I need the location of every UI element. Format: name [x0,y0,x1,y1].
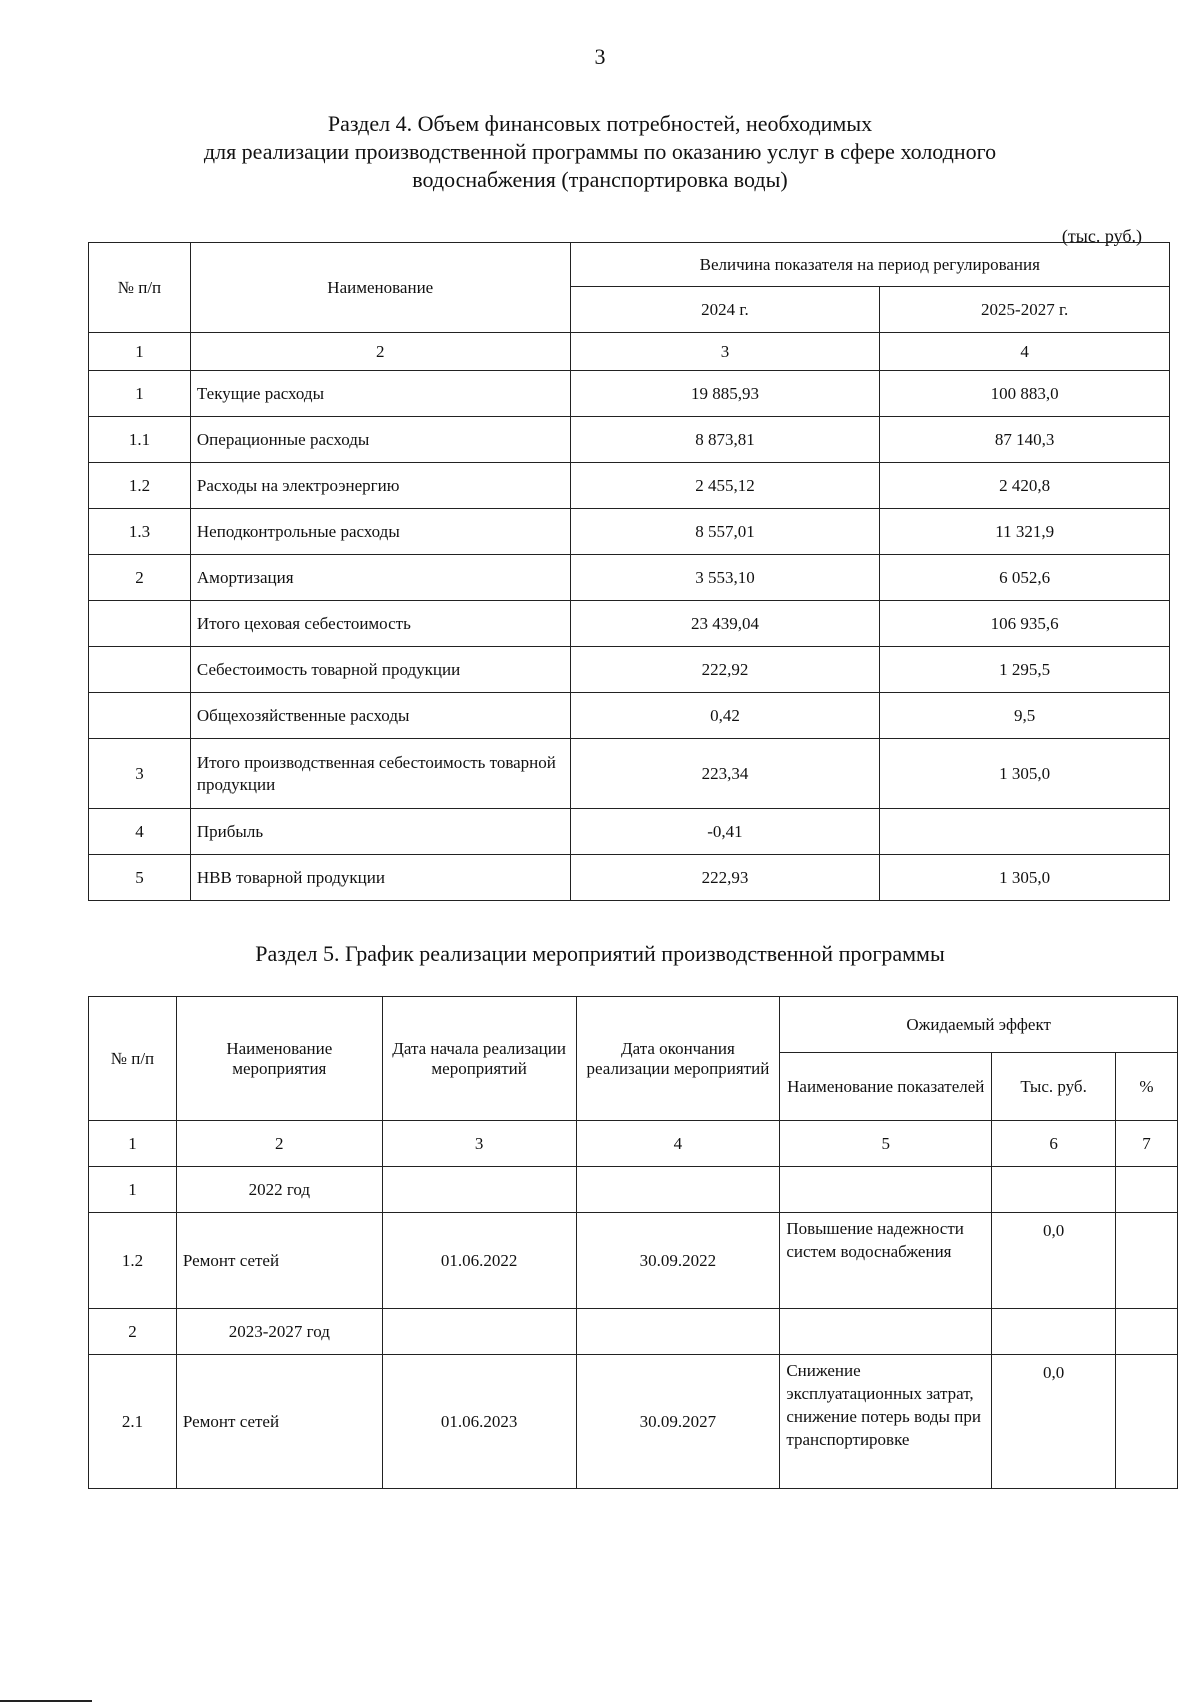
table-row [89,555,1170,601]
row-value-2024: 222,92 [570,647,880,693]
row-pct [1116,1213,1178,1309]
row-name: Текущие расходы [190,371,570,417]
row-num: 5 [89,855,191,901]
row-indicator [780,1167,992,1213]
header-pct: % [1116,1053,1178,1121]
row-start-date [382,1309,576,1355]
row-indicator: Повышение надежности систем водоснабжения [780,1213,992,1309]
row-name: Итого производственная себестоимость товарной продукции [190,739,570,809]
row-rub [992,1167,1116,1213]
header-index: 1 [89,333,191,371]
header-value-group: Величина показателя на период регулирования [570,243,1169,287]
row-value-2025-2027: 1 305,0 [880,855,1170,901]
table-row [89,371,1170,417]
row-num: 3 [89,739,191,809]
row-num: 2 [89,1309,177,1355]
row-num: 1.1 [89,417,191,463]
header-index: 2 [176,1121,382,1167]
row-pct [1116,1355,1178,1489]
row-num: 4 [89,809,191,855]
row-value-2025-2027: 1 305,0 [880,739,1170,809]
row-pct [1116,1167,1178,1213]
header-index: 7 [1116,1121,1178,1167]
header-year2: 2025-2027 г. [880,287,1170,333]
row-name: НВВ товарной продукции [190,855,570,901]
row-value-2025-2027: 100 883,0 [880,371,1170,417]
table-row [89,1213,1178,1309]
row-value-2024: 8 557,01 [570,509,880,555]
row-indicator: Снижение эксплуатационных затрат, снижение потерь воды при транспортировке [780,1355,992,1489]
row-num: 1.3 [89,509,191,555]
unit-label: (тыс. руб.) [1061,226,1142,246]
row-num: 2 [89,555,191,601]
header-indicator: Наименование показателей [780,1053,992,1121]
row-event-name: 2023-2027 год [176,1309,382,1355]
row-num [89,693,191,739]
row-name: Общехозяйственные расходы [190,693,570,739]
header-end-date: Дата окончания реализации мероприятий [576,997,780,1121]
row-value-2024: 23 439,04 [570,601,880,647]
header-rub: Тыс. руб. [992,1053,1116,1121]
row-pct [1116,1309,1178,1355]
table-row [89,1355,1178,1489]
row-indicator [780,1309,992,1355]
row-value-2025-2027: 6 052,6 [880,555,1170,601]
row-event-name: Ремонт сетей [176,1355,382,1489]
row-end-date [576,1167,780,1213]
header-index: 4 [880,333,1170,371]
row-value-2025-2027: 106 935,6 [880,601,1170,647]
row-rub: 0,0 [992,1213,1116,1309]
header-year1: 2024 г. [570,287,880,333]
section4-title [0,110,1200,194]
row-name: Себестоимость товарной продукции [190,647,570,693]
page-number: 3 [594,44,606,69]
row-start-date: 01.06.2022 [382,1213,576,1309]
row-end-date: 30.09.2027 [576,1355,780,1489]
row-value-2025-2027: 2 420,8 [880,463,1170,509]
row-value-2024: 19 885,93 [570,371,880,417]
row-name: Операционные расходы [190,417,570,463]
row-name: Амортизация [190,555,570,601]
section4-title-line: для реализации производственной программы по оказанию услуг в сфере холодного [203,139,997,164]
table-row [89,647,1170,693]
row-end-date: 30.09.2022 [576,1213,780,1309]
row-value-2024: 223,34 [570,739,880,809]
table-row [89,509,1170,555]
row-value-2024: 2 455,12 [570,463,880,509]
section4-title-line: Раздел 4. Объем финансовых потребностей, необходимых [327,111,873,136]
row-value-2024: 3 553,10 [570,555,880,601]
row-value-2025-2027: 1 295,5 [880,647,1170,693]
table-row [89,463,1170,509]
row-end-date [576,1309,780,1355]
bottom-rule [0,1700,92,1702]
header-index: 2 [190,333,570,371]
row-value-2025-2027: 11 321,9 [880,509,1170,555]
header-index: 6 [992,1121,1116,1167]
row-start-date: 01.06.2023 [382,1355,576,1489]
header-start-date: Дата начала реализации мероприятий [382,997,576,1121]
row-num [89,601,191,647]
header-index: 5 [780,1121,992,1167]
row-value-2024: 222,93 [570,855,880,901]
header-effect-group: Ожидаемый эффект [780,997,1178,1053]
header-index: 1 [89,1121,177,1167]
table-row [89,855,1170,901]
row-rub [992,1309,1116,1355]
header-event-name: Наименование мероприятия [176,997,382,1121]
row-value-2024: 8 873,81 [570,417,880,463]
row-num: 1.2 [89,1213,177,1309]
row-value-2024: 0,42 [570,693,880,739]
row-rub: 0,0 [992,1355,1116,1489]
row-value-2025-2027: 9,5 [880,693,1170,739]
row-name: Расходы на электроэнергию [190,463,570,509]
row-event-name: Ремонт сетей [176,1213,382,1309]
table-row [89,809,1170,855]
table-row [89,693,1170,739]
header-name: Наименование [190,243,570,333]
row-num: 2.1 [89,1355,177,1489]
row-name: Прибыль [190,809,570,855]
section4-title-line: водоснабжения (транспортировка воды) [412,167,788,192]
header-num: № п/п [89,997,177,1121]
row-num: 1 [89,371,191,417]
row-event-name: 2022 год [176,1167,382,1213]
row-num: 1 [89,1167,177,1213]
financial-needs-table [88,242,1170,901]
header-index: 3 [570,333,880,371]
row-num [89,647,191,693]
header-index: 3 [382,1121,576,1167]
row-value-2024: -0,41 [570,809,880,855]
schedule-table [88,996,1178,1489]
row-name: Итого цеховая себестоимость [190,601,570,647]
row-num: 1.2 [89,463,191,509]
row-value-2025-2027: 87 140,3 [880,417,1170,463]
header-num: № п/п [89,243,191,333]
table-row [89,601,1170,647]
table-row [89,1167,1178,1213]
table-row [89,739,1170,809]
table-row [89,417,1170,463]
row-value-2025-2027 [880,809,1170,855]
header-index: 4 [576,1121,780,1167]
table-row [89,1309,1178,1355]
row-name: Неподконтрольные расходы [190,509,570,555]
section5-title: Раздел 5. График реализации мероприятий производственной программы [255,941,945,966]
row-start-date [382,1167,576,1213]
